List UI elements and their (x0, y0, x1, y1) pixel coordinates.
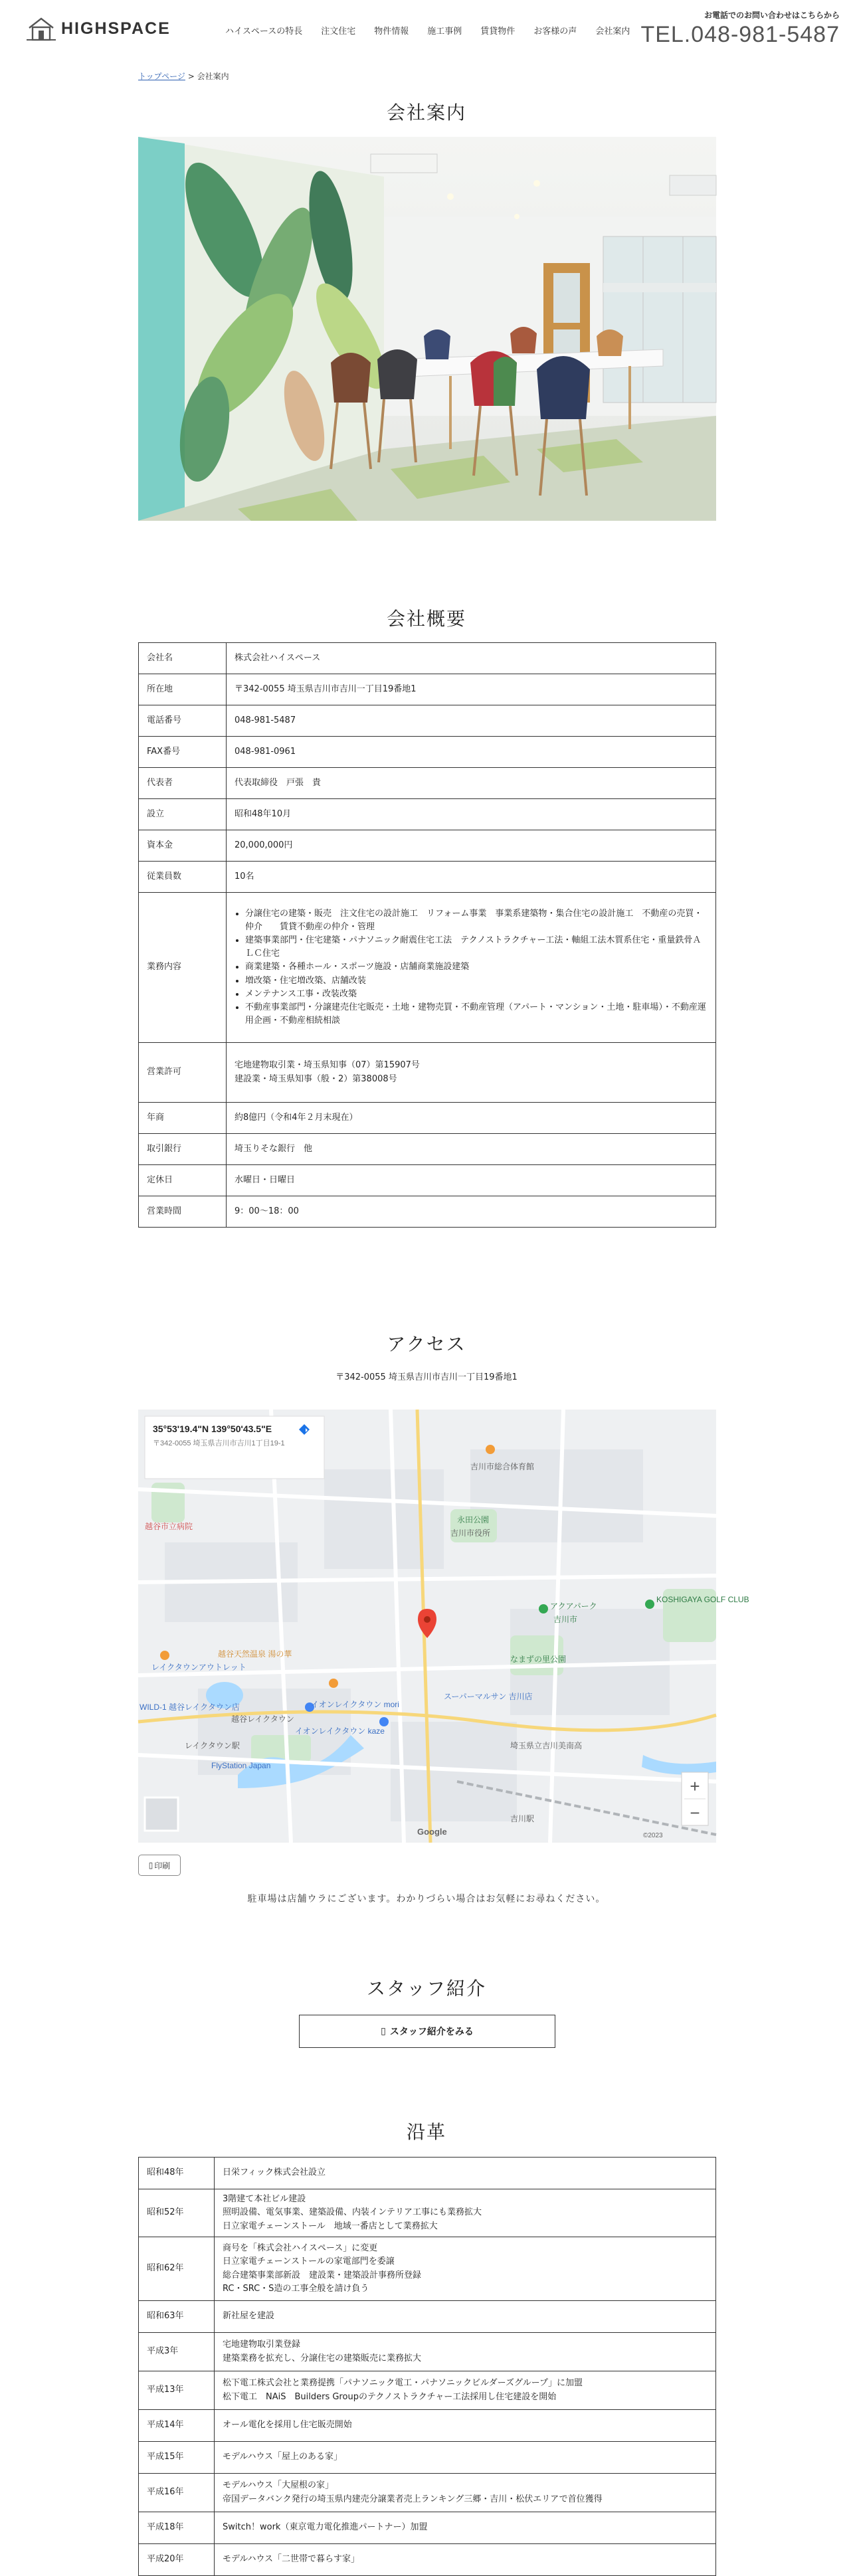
svg-text:KOSHIGAYA GOLF CLUB: KOSHIGAYA GOLF CLUB (656, 1595, 749, 1604)
nav-custom-homes[interactable]: 注文住宅 (321, 27, 356, 37)
business-list (235, 907, 708, 1028)
value-line: モデルハウス「屋上のある家」 (223, 2452, 343, 2462)
value-line: 松下電工株式会社と業務提携「パナソニック電工・パナソニックビルダーズグループ」に加盟 (223, 2378, 583, 2389)
list-item: • 商業建築・各種ホール・スポーツ施設・店舗商業施設建築 (245, 961, 708, 974)
google-map[interactable] (138, 1410, 749, 1843)
row-label: 会社名 (139, 643, 227, 674)
row-label: 昭和62年 (139, 2237, 215, 2301)
logo[interactable] (27, 16, 171, 41)
table-row (139, 1196, 716, 1228)
table-row (139, 2371, 716, 2410)
table-row (139, 2189, 716, 2237)
row-value (227, 674, 716, 705)
contact-note: お電話でのお問い合わせはこちらから (704, 11, 840, 20)
row-label: FAX番号 (139, 737, 227, 768)
table-row (139, 1043, 716, 1103)
logo-text: HIGHSPACE (61, 19, 171, 38)
row-value (227, 768, 716, 799)
value-line: RC・SRC・S造の工事全般を請け負う (223, 2283, 369, 2294)
row-value (215, 2512, 716, 2544)
row-label: 取引銀行 (139, 1134, 227, 1165)
table-row (139, 2158, 716, 2189)
row-label: 平成14年 (139, 2410, 215, 2442)
breadcrumb (138, 70, 229, 82)
staff-title: スタッフ紹介 (366, 1978, 486, 1999)
row-label: 営業時間 (139, 1196, 227, 1228)
table-row (139, 1103, 716, 1134)
value-line: 〒342-0055 埼玉県吉川市吉川一丁目19番地1 (235, 684, 417, 694)
row-value (227, 643, 716, 674)
table-row (139, 830, 716, 862)
header-contact (640, 9, 840, 48)
value-line: 建築業務を拡充し、分譲住宅の建築販売に業務拡大 (223, 2353, 422, 2363)
row-value (215, 2301, 716, 2333)
svg-text:WILD-1 越谷レイクタウン店: WILD-1 越谷レイクタウン店 (140, 1702, 240, 1712)
row-value (215, 2333, 716, 2371)
value-line: 日栄フィック株式会社設立 (223, 2167, 326, 2178)
svg-text:35°53'19.4"N 139°50'43.5"E: 35°53'19.4"N 139°50'43.5"E (153, 1424, 272, 1434)
table-row (139, 893, 716, 1043)
nav-works[interactable]: 施工事例 (427, 27, 462, 37)
svg-text:〒342-0055 埼玉県吉川市吉川1丁目19-1: 〒342-0055 埼玉県吉川市吉川1丁目19-1 (153, 1439, 285, 1447)
value-line: 日立家電チェーンストールの家電部門を委譲 (223, 2256, 395, 2267)
row-value (215, 2474, 716, 2512)
history-table (138, 2157, 716, 2576)
row-value (215, 2410, 716, 2442)
row-label: 年商 (139, 1103, 227, 1134)
svg-text:埼玉県立吉川美南高: 埼玉県立吉川美南高 (510, 1741, 583, 1750)
table-row (139, 2333, 716, 2371)
svg-text:吉川駅: 吉川駅 (510, 1814, 535, 1823)
svg-text:©2023: ©2023 (643, 1832, 663, 1839)
svg-text:アクアパーク: アクアパーク (550, 1602, 597, 1611)
table-row (139, 799, 716, 830)
row-label: 代表者 (139, 768, 227, 799)
office-interior-image (138, 137, 716, 521)
table-row (139, 2442, 716, 2474)
row-label: 平成18年 (139, 2512, 215, 2544)
access-address: 〒342-0055 埼玉県吉川市吉川一丁目19番地1 (335, 1372, 518, 1382)
table-row (139, 643, 716, 674)
table-row (139, 1165, 716, 1196)
row-value (215, 2158, 716, 2189)
row-value (227, 705, 716, 737)
row-value (227, 1043, 716, 1103)
value-line: 日立家電チェーンストール 地域一番店として業務拡大 (223, 2221, 438, 2231)
list-item: • 不動産事業部門・分譲建売住宅販売・土地・建物売買・不動産管理（アパート・マンション・土地・駐車場）・不動産運用企画・不動産相続相談 (245, 1001, 708, 1028)
row-label: 資本金 (139, 830, 227, 862)
table-row (139, 2512, 716, 2544)
svg-text:吉川市: 吉川市 (553, 1615, 578, 1624)
map-canvas[interactable] (138, 1410, 749, 1843)
nav-properties[interactable]: 物件情報 (374, 27, 409, 37)
value-line: 松下電工 NAiS Builders Groupのテクノストラクチャー工法採用し住宅建設を開始 (223, 2391, 557, 2402)
breadcrumb-current: 会社案内 (197, 72, 229, 81)
row-value (227, 737, 716, 768)
svg-text:イオンレイクタウン kaze: イオンレイクタウン kaze (295, 1726, 385, 1736)
phone-number[interactable]: TEL.048-981-5487 (640, 22, 840, 47)
value-line: 10名 (235, 871, 254, 881)
row-label: 平成20年 (139, 2544, 215, 2576)
svg-text:越谷天然温泉 湯の華: 越谷天然温泉 湯の華 (218, 1649, 292, 1659)
print-button[interactable] (138, 1855, 181, 1876)
list-item: • 分譲住宅の建築・販売 注文住宅の設計施工 リフォーム事業 事業系建築物・集合住宅の設計施工 不動産の売買・仲介 賃貸不動産の仲介・管理 (245, 907, 708, 934)
overview-title: 会社概要 (386, 608, 466, 630)
value-line: モデルハウス「二世帯で暮らす家」 (223, 2554, 360, 2565)
row-label: 昭和48年 (139, 2158, 215, 2189)
row-value (215, 2442, 716, 2474)
value-line: 048-981-5487 (235, 715, 296, 725)
value-line: 約8億円（令和4年２月末現在） (235, 1112, 358, 1123)
value-line: 株式会社ハイスペース (235, 652, 321, 663)
value-line: 水曜日・日曜日 (235, 1174, 296, 1185)
row-label: 平成16年 (139, 2474, 215, 2512)
parking-note: 駐車場は店舗ウラにございます。わかりづらい場合はお気軽にお尋ねください。 (247, 1894, 606, 1904)
row-label: 昭和52年 (139, 2189, 215, 2237)
row-value (227, 862, 716, 893)
value-line: 新社屋を建設 (223, 2311, 275, 2322)
table-row (139, 1134, 716, 1165)
company-overview-table (138, 642, 716, 1228)
arrow-icon: ▯ (381, 2026, 386, 2037)
table-row (139, 2544, 716, 2576)
row-label: 所在地 (139, 674, 227, 705)
svg-text:越谷レイクタウン: 越谷レイクタウン (231, 1714, 294, 1724)
nav-company[interactable]: 会社案内 (595, 27, 630, 37)
row-label: 業務内容 (139, 893, 227, 1043)
value-line: 3階建て本社ビル建設 (223, 2194, 306, 2205)
nav-rentals[interactable]: 賃貸物件 (480, 27, 516, 37)
row-value (227, 1196, 716, 1228)
breadcrumb-separator: > (185, 72, 197, 81)
row-label: 従業員数 (139, 862, 227, 893)
row-value (215, 2189, 716, 2237)
row-value (227, 799, 716, 830)
print-icon: ▯ (148, 1861, 153, 1870)
nav-voices[interactable]: お客様の声 (533, 27, 577, 37)
row-label: 昭和63年 (139, 2301, 215, 2333)
map-layer-thumbnail (145, 1797, 178, 1831)
value-line: 宅地建物取引業・埼玉県知事（07）第15907号 (235, 1060, 420, 1071)
svg-text:なまずの里公園: なまずの里公園 (510, 1655, 567, 1664)
row-label: 営業許可 (139, 1043, 227, 1103)
value-line: 埼玉りそな銀行 他 (235, 1143, 313, 1154)
main-nav (216, 24, 639, 37)
list-item: • メンテナンス工事・改装改築 (245, 988, 708, 1001)
row-label: 平成15年 (139, 2442, 215, 2474)
value-line: 総合建築事業部新設 建設業・建築設計事務所登録 (223, 2270, 422, 2280)
svg-text:吉川市総合体育館: 吉川市総合体育館 (470, 1462, 535, 1471)
site-header (0, 0, 853, 58)
row-value (215, 2371, 716, 2410)
svg-text:永田公園: 永田公園 (457, 1515, 490, 1524)
value-line: 照明設備、電気事業、建築設備、内装インテリア工事にも業務拡大 (223, 2207, 482, 2218)
staff-button[interactable] (299, 2015, 555, 2048)
access-title: アクセス (387, 1333, 466, 1355)
table-row (139, 768, 716, 799)
print-label: 印刷 (154, 1861, 171, 1871)
office-photo (138, 137, 716, 521)
table-row (139, 862, 716, 893)
svg-text:吉川市役所: 吉川市役所 (450, 1528, 491, 1538)
value-line: 20,000,000円 (235, 840, 293, 850)
value-line: Switch！work（東京電力電化推進パートナー）加盟 (223, 2522, 428, 2533)
table-row (139, 2410, 716, 2442)
value-line: モデルハウス「大屋根の家」 (223, 2480, 334, 2491)
value-line: 昭和48年10月 (235, 808, 292, 819)
value-line: 9：00～18：00 (235, 1206, 299, 1216)
table-row (139, 2301, 716, 2333)
row-value (215, 2237, 716, 2301)
row-label: 電話番号 (139, 705, 227, 737)
row-value (227, 1134, 716, 1165)
svg-text:FlyStation Japan: FlyStation Japan (211, 1761, 271, 1770)
row-label: 設立 (139, 799, 227, 830)
page-title: 会社案内 (386, 102, 466, 124)
breadcrumb-home-link[interactable]: トップページ (138, 72, 185, 81)
house-logo-icon (27, 16, 56, 41)
row-value (215, 2544, 716, 2576)
svg-text:Google: Google (417, 1827, 447, 1837)
table-row (139, 2237, 716, 2301)
value-line: 宅地建物取引業登録 (223, 2340, 301, 2350)
svg-text:スーパーマルサン 吉川店: スーパーマルサン 吉川店 (444, 1692, 533, 1701)
zoom-in-button: + (690, 1776, 700, 1796)
list-item: • 建築事業部門・住宅建築・パナソニック耐震住宅工法 テクノストラクチャー工法・軸組工法木質系住宅・重量鉄骨ＡＬＣ住宅 (245, 934, 708, 961)
row-value (227, 1165, 716, 1196)
nav-features[interactable]: ハイスペースの特長 (225, 27, 303, 37)
svg-text:越谷市立病院: 越谷市立病院 (145, 1522, 193, 1531)
table-row (139, 2474, 716, 2512)
value-line: 帝国データバンク発行の埼玉県内建売分譲業者売上ランキング三郷・吉川・松伏エリアで首位獲得 (223, 2494, 603, 2504)
list-item: • 増改築・住宅増改築、店舗改装 (245, 974, 708, 988)
history-title: 沿革 (406, 2121, 446, 2143)
value-line: 建設業・埼玉県知事（般・2）第38008号 (235, 1073, 397, 1084)
staff-button-label: スタッフ紹介をみる (389, 2027, 474, 2037)
value-line: 048-981-0961 (235, 746, 296, 757)
zoom-out-button: − (690, 1803, 700, 1823)
svg-text:レイクタウンアウトレット: レイクタウンアウトレット (151, 1663, 246, 1672)
svg-text:レイクタウン駅: レイクタウン駅 (185, 1741, 240, 1750)
row-value (227, 893, 716, 1043)
row-value (227, 830, 716, 862)
table-row (139, 737, 716, 768)
table-row (139, 674, 716, 705)
row-label: 平成3年 (139, 2333, 215, 2371)
svg-text:イオンレイクタウン mori: イオンレイクタウン mori (311, 1700, 399, 1709)
row-label: 平成13年 (139, 2371, 215, 2410)
row-label: 定休日 (139, 1165, 227, 1196)
row-value (227, 1103, 716, 1134)
value-line: オール電化を採用し住宅販売開始 (223, 2420, 352, 2431)
value-line: 商号を「株式会社ハイスペース」に変更 (223, 2243, 378, 2254)
table-row (139, 705, 716, 737)
value-line: 代表取締役 戸張 貴 (235, 777, 322, 788)
